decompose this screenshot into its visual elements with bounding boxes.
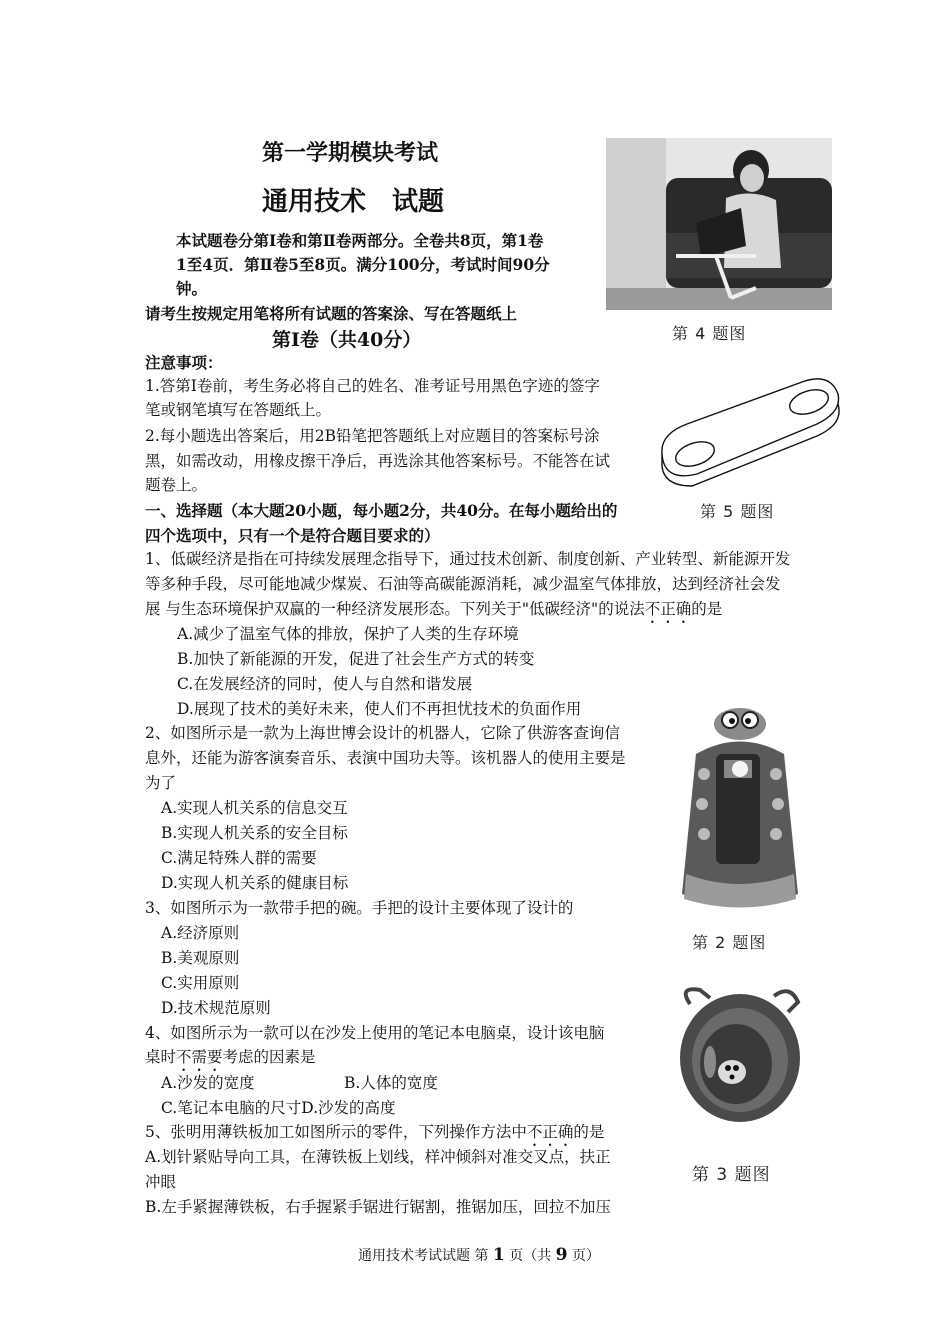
section-title: 第Ⅰ卷（共40分） — [272, 329, 422, 351]
exam-title: 第一学期模块考试 — [262, 141, 439, 166]
instruction: 请考生按规定用笔将所有试题的答案涂、写在答题纸上 — [145, 304, 518, 323]
q1-stem: 1、低碳经济是指在可持续发展理念指导下，通过技术创新、制度创新、产业转型、新能源开发 — [145, 550, 791, 568]
q1-option-d[interactable]: D.展现了技术的美好未来，使人们不再担忧技术的负面作用 — [177, 700, 582, 718]
fig4-laptop-sofa-photo — [606, 138, 832, 310]
q2-option-a[interactable]: A.实现人机关系的信息交互 — [161, 799, 348, 817]
q1-stem: 等多种手段，尽可能地减少煤炭、石油等高碳能源消耗，减少温室气体排放，达到经济社会发 — [145, 575, 781, 593]
q2-stem: 2、如图所示是一款为上海世博会设计的机器人，它除了供游客查询信 — [145, 724, 620, 742]
q5-option-b[interactable]: B.左手紧握薄铁板，右手握紧手锯进行锯割，推锯加压，回拉不加压 — [145, 1198, 611, 1216]
part1-heading: 四个选项中，只有一个是符合题目要求的） — [145, 526, 440, 545]
q4-stem: 4、如图所示为一款可以在沙发上使用的笔记本电脑桌，设计该电脑 — [145, 1024, 605, 1042]
q1-option-a[interactable]: A.减少了温室气体的排放，保护了人类的生存环境 — [177, 625, 519, 643]
fig5-caption: 第 5 题图 — [700, 502, 775, 521]
q3-option-c[interactable]: C.实用原则 — [161, 974, 240, 992]
page-number: 1 — [492, 1245, 505, 1265]
q5-option-a-cont[interactable]: 冲眼 — [145, 1173, 177, 1191]
q4-option-b[interactable]: B.人体的宽度 — [344, 1074, 438, 1092]
q2-option-c[interactable]: C.满足特殊人群的需要 — [161, 849, 317, 867]
fig3-caption: 第 3 题图 — [692, 1165, 771, 1185]
page-footer: 通用技术考试试题 第 1 页（共 9 页） — [358, 1245, 600, 1265]
part1-heading: 一、选择题（本大题20小题，每小题2分，共40分。在每小题给出的 — [145, 501, 618, 520]
q1-option-c[interactable]: C.在发展经济的同时，使人与自然和谐发展 — [177, 675, 473, 693]
q4-option-a[interactable]: A.沙发的宽度 — [161, 1074, 255, 1092]
q3-option-a[interactable]: A.经济原则 — [161, 924, 240, 942]
q4-option-cd[interactable]: C.笔记本电脑的尺寸D.沙发的高度 — [161, 1099, 396, 1117]
intro-line-1: 本试题卷分第Ⅰ卷和第Ⅱ卷两部分。全卷共8页，第1卷 — [176, 231, 544, 250]
q3-option-d[interactable]: D.技术规范原则 — [161, 999, 271, 1017]
q1-emphasis: 不正确 — [644, 600, 692, 618]
q2-stem: 息外，还能为游客演奏音乐、表演中国功夫等。该机器人的使用主要是 — [145, 749, 626, 767]
note-line: 题卷上。 — [145, 476, 208, 494]
note-line: 黑，如需改动，用橡皮擦干净后，再选涂其他答案标号。不能答在试 — [145, 452, 611, 470]
note-line: 笔或钢笔填写在答题纸上。 — [145, 401, 332, 419]
q3-stem: 3、如图所示为一款带手把的碗。手把的设计主要体现了设计的 — [145, 899, 574, 917]
notes-heading: 注意事项： — [145, 353, 223, 372]
q5-option-a[interactable]: A.划针紧贴导向工具，在薄铁板上划线，样冲倾斜对准交叉点，扶正 — [145, 1148, 611, 1166]
fig2-caption: 第 2 题图 — [692, 933, 767, 952]
note-line: 1.答第Ⅰ卷前，考生务必将自己的姓名、准考证号用黑色字迹的签字 — [145, 377, 600, 395]
q3-option-b[interactable]: B.美观原则 — [161, 949, 240, 967]
fig2-robot-photo — [676, 694, 804, 914]
total-pages: 9 — [555, 1245, 568, 1265]
q5-stem: 5、张明用薄铁板加工如图所示的零件，下列操作方法中不正确的是 — [145, 1123, 605, 1141]
intro-line-3: 钟。 — [176, 279, 208, 298]
q2-option-d[interactable]: D.实现人机关系的健康目标 — [161, 874, 349, 892]
q4-stem: 桌时不需要考虑的因素是 — [145, 1048, 316, 1066]
q1-stem: 展 与生态环境保护双赢的一种经济发展形态。下列关于"低碳经济"的说法不正确的是 — [145, 600, 723, 618]
q2-option-b[interactable]: B.实现人机关系的安全目标 — [161, 824, 348, 842]
subject-title: 通用技术 试题 — [262, 187, 445, 217]
fig5-part-drawing — [652, 374, 856, 492]
fig4-caption: 第 4 题图 — [672, 324, 747, 343]
fig3-bowl-photo — [670, 982, 810, 1130]
q2-stem: 为了 — [145, 774, 177, 792]
intro-line-2: 1至4页．第Ⅱ卷5至8页。满分100分，考试时间90分 — [176, 255, 550, 274]
q5-emphasis: 不正确 — [526, 1123, 574, 1141]
note-line: 2.每小题选出答案后，用2B铅笔把答题纸上对应题目的答案标号涂 — [145, 427, 600, 445]
q4-emphasis: 不需要 — [176, 1048, 223, 1066]
q1-option-b[interactable]: B.加快了新能源的开发，促进了社会生产方式的转变 — [177, 650, 535, 668]
